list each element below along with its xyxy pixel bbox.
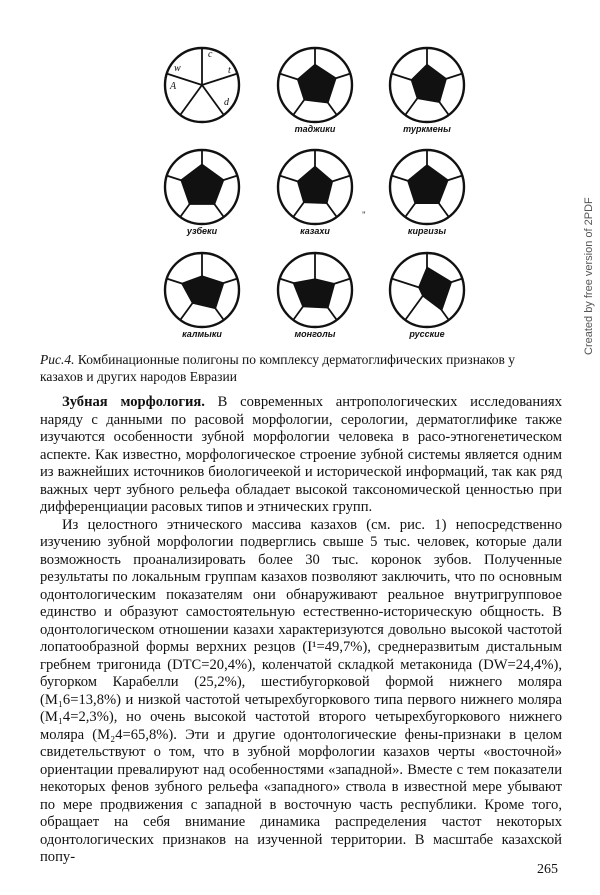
figure-caption	[40, 351, 560, 385]
polygon-label: калмыки	[182, 329, 222, 339]
polygon-label: казахи	[300, 226, 330, 236]
polygon-label: таджики	[294, 124, 336, 134]
key-letter: c	[208, 49, 213, 60]
key-letter: A	[170, 81, 177, 92]
polygon-label: узбеки	[186, 226, 218, 236]
key-letter: w	[174, 63, 181, 74]
polygon-label: русские	[409, 329, 445, 339]
polygon-label: монголы	[294, 329, 336, 339]
section-heading: Зубная морфология.	[62, 394, 205, 410]
polygon-label: туркмены	[403, 124, 451, 134]
body-text	[40, 394, 562, 867]
page-number: 265	[537, 862, 558, 877]
figure-caption-text: Комбинационные полигоны по комплексу дерматоглифических признаков у казахов и других народов Евразии	[40, 352, 516, 384]
watermark: Created by free version of 2PDF	[583, 197, 595, 355]
key-letter: d	[224, 97, 229, 108]
paragraph-2: Из целостного этнического массива казахов (см. рис. 1) непосредственно изучению зубной морфологии подверглись свыше 5 тыс. человек, которые дали возможность проанализировать более 30 тыс. коронок зубов. Полученные результаты по локальным группам казахов позволяют заключить, что по основным одонтологическим показателям они обнаруживают реальное внутригрупповое единство и образуют самостоятельную естественно-историческую общность. В одонтологическом отношении казахи характеризуются довольно высокой частотой лопатообразной формы верхних резцов (I¹=49,7%), среднеразвитым дистальным гребнем тригонида (DTC=20,4%), коленчатой складкой метаконида (DW=24,4%), бугорком Карабелли (25,2%), шестибугорковой формой нижнего моляра (M₁6=13,8%) и низкой частотой четырехбугоркового типа первого нижнего моляра (M₁4=2,3%), но очень высокой частотой второго четырехбугоркового нижнего моляра (M₂4=65,8%). Эти и другие одонтологические фены-признаки в целом свидетельствуют о том, что в зубной морфологии казахов черты «восточной» ориентации превалируют над особенностями «западной». Вместе с тем показатели некоторых фенов зубного рельефа «западного» ствола в известной мере убывают по мере продвижения с западной в восточную часть республики. Кроме того, обращает на себя внимание динамика распределения частот некоторых одонтологических признаков на изученной территории. В масштабе казахской попу-	[40, 516, 562, 865]
polygon-label: киргизы	[407, 226, 447, 236]
figure-polygons	[0, 0, 600, 345]
paragraph-1-text: В современных антропологических исследованиях наряду с данными по расовой морфологии, серологии, дерматоглифике также изучаются особенности зубной морфологии человека в расо-этногенетическом аспекте. Как известно, морфологическое строение зубной системы является одним из важнейших источников биологичеекой и исторической информаций, так как ряд важных черт зубного рельефа обладает высокой таксономической ценностью при дифференциации расовых типов и этнических групп.	[40, 394, 562, 515]
stray-mark: "	[362, 210, 366, 220]
key-letter: t	[228, 65, 231, 76]
figure-number: Рис.4.	[40, 352, 75, 367]
paragraph-1	[40, 394, 562, 517]
